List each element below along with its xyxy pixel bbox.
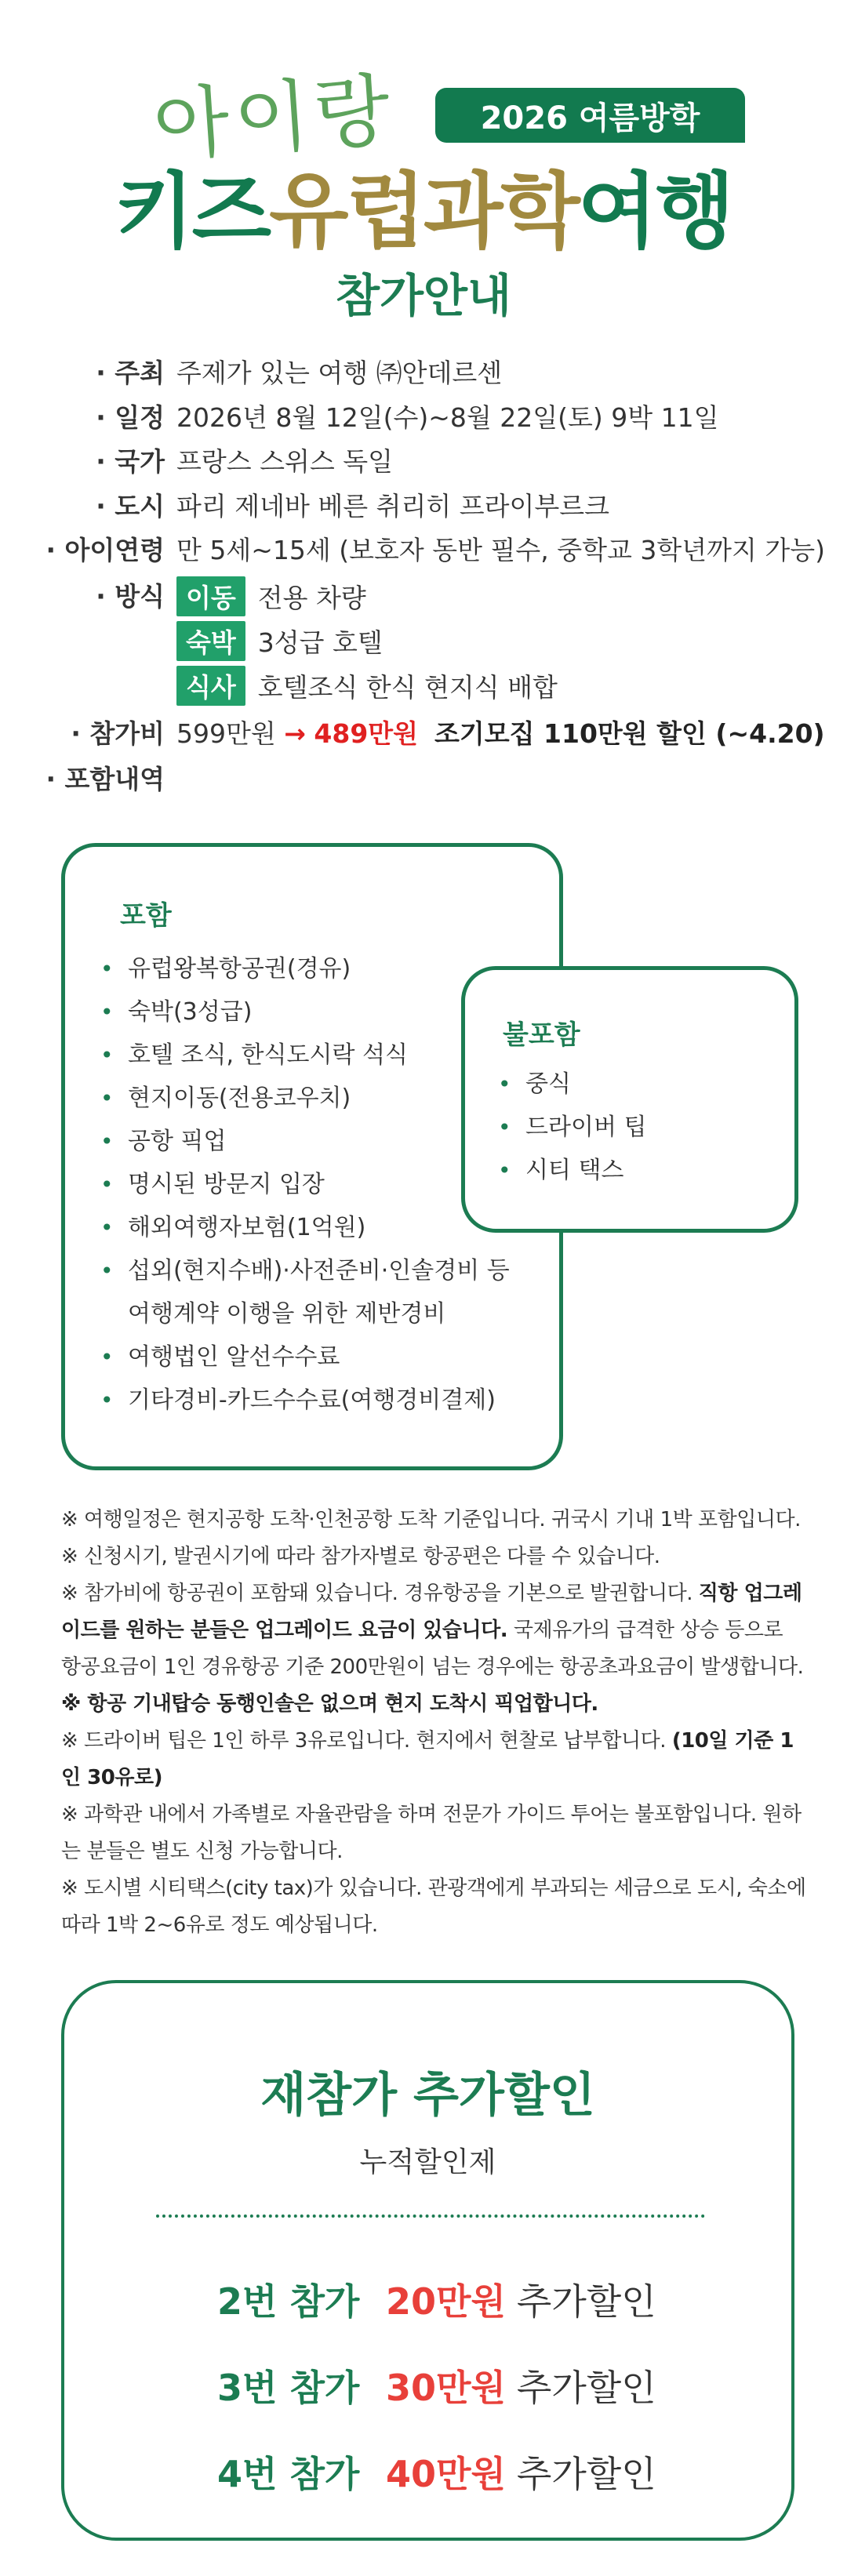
info-row-fee xyxy=(0,714,847,761)
method-lodging xyxy=(176,621,383,661)
info-label: · 참가비 xyxy=(71,718,165,749)
season-badge: 2026 여름방학 xyxy=(435,88,745,143)
info-row-method-meal xyxy=(0,666,847,713)
info-label: · 아이연령 xyxy=(45,535,165,565)
bullet-icon: • xyxy=(100,1085,114,1111)
discount-title: 재참가 추가할인 xyxy=(260,2068,595,2123)
included-title: 포함 xyxy=(120,900,172,932)
info-row-schedule xyxy=(0,398,847,445)
info-label: · 도시 xyxy=(96,491,165,521)
discount-amount: 30만원 xyxy=(386,2367,506,2409)
bullet-icon: • xyxy=(498,1071,511,1097)
discount-row xyxy=(217,2273,656,2325)
note-item: ※ 항공 기내탑승 동행인솔은 없으며 현지 도착시 픽업합니다. xyxy=(61,1692,598,1716)
bullet-icon: • xyxy=(100,1215,114,1241)
discount-amount: 40만원 xyxy=(386,2453,506,2495)
note-item: ※ 여행일정은 현지공항 도착·인천공항 도착 기준입니다. 귀국시 기내 1박 포함입니다. xyxy=(61,1508,801,1531)
list-item-continuation: 여행계약 이행을 위한 제반경비 xyxy=(128,1300,446,1328)
list-item: • 중식 xyxy=(498,1063,646,1106)
method-text: 호텔조식 한식 현지식 배합 xyxy=(257,672,558,703)
info-value: 프랑스 스위스 독일 xyxy=(176,446,394,477)
bullet-icon: • xyxy=(498,1157,511,1183)
note-item: ※ 도시별 시티택스(city tax)가 있습니다. 관광객에게 부과되는 세금으로 도시, 숙소에 따라 1박 2~6유로 정도 예상됩니다. xyxy=(61,1877,806,1937)
list-item: • 기타경비-카드수수료(여행경비결제) xyxy=(100,1379,510,1422)
discount-count: 2번 참가 xyxy=(217,2280,360,2323)
list-item: • 숙박(3성급) xyxy=(100,990,510,1034)
discount-row xyxy=(217,2360,656,2411)
info-value: 주제가 있는 여행 ㈜안데르센 xyxy=(176,358,503,388)
bullet-icon: • xyxy=(100,1258,114,1284)
info-label: · 포함내역 xyxy=(45,764,165,794)
discount-amount: 20만원 xyxy=(386,2280,506,2323)
discount-count: 3번 참가 xyxy=(217,2367,360,2409)
bullet-icon: • xyxy=(100,1128,114,1154)
list-item: • 명시된 방문지 입장 xyxy=(100,1163,510,1206)
title-part-trip: 여행 xyxy=(577,164,732,260)
info-value: 2026년 8월 12일(수)~8월 22일(토) 9박 11일 xyxy=(176,402,719,433)
info-row-method-lodging xyxy=(0,621,847,668)
page-subtitle: 참가안내 xyxy=(335,269,512,322)
excluded-box xyxy=(461,966,798,1233)
method-transport xyxy=(176,576,366,616)
fee-value xyxy=(176,714,825,750)
info-label: · 국가 xyxy=(96,446,165,477)
note-item: ※ 과학관 내에서 가족별로 자율관람을 하며 전문가 가이드 투어는 불포함입니다. 원하는 분들은 별도 신청 가능합니다. xyxy=(61,1803,802,1863)
main-title xyxy=(0,161,847,263)
arrow-icon: → xyxy=(284,718,306,749)
info-row-country xyxy=(0,441,847,489)
script-logo-title: 아이랑 xyxy=(150,64,398,173)
info-value: 만 5세~15세 (보호자 동반 필수, 중학교 3학년까지 가능) xyxy=(176,535,825,565)
notes-section xyxy=(61,1502,806,1944)
bullet-icon: • xyxy=(100,1042,114,1068)
list-item: • 공항 픽업 xyxy=(100,1120,510,1163)
list-item: • 시티 택스 xyxy=(498,1149,646,1192)
bullet-icon: • xyxy=(100,999,114,1025)
info-label: · 방식 xyxy=(96,581,165,612)
title-part-europe-science: 유럽과학 xyxy=(269,164,578,260)
info-value: 파리 제네바 베른 취리히 프라이부르크 xyxy=(176,491,610,521)
method-tag: 숙박 xyxy=(176,621,245,661)
bullet-icon: • xyxy=(100,956,114,982)
method-meal xyxy=(176,666,558,706)
list-item: • 유럽왕복항공권(경유) xyxy=(100,947,510,990)
bullet-icon: • xyxy=(100,1387,114,1413)
info-label: · 주최 xyxy=(96,358,165,388)
info-row-host xyxy=(0,353,847,400)
fee-original: 599만원 xyxy=(176,718,276,749)
info-row-method xyxy=(0,576,847,623)
excluded-list xyxy=(498,1063,646,1192)
discount-count: 4번 참가 xyxy=(217,2453,360,2495)
info-row-city xyxy=(0,486,847,533)
method-text: 3성급 호텔 xyxy=(257,627,383,658)
bullet-icon: • xyxy=(498,1114,511,1140)
included-list xyxy=(100,947,510,1422)
excluded-title: 불포함 xyxy=(503,1019,580,1051)
list-item: • 드라이버 팁 xyxy=(498,1106,646,1149)
method-tag: 식사 xyxy=(176,666,245,706)
note-item: ※ 드라이버 팁은 1인 하루 3유로입니다. 현지에서 현찰로 납부합니다. (10일 기준 1인 30유로) xyxy=(61,1729,794,1789)
fee-sale: 489만원 xyxy=(314,718,419,749)
dotted-divider xyxy=(156,2214,705,2218)
list-item: • 현지이동(전용코우치) xyxy=(100,1077,510,1120)
info-label: · 일정 xyxy=(96,402,165,433)
list-item: • 섭외(현지수배)·사전준비·인솔경비 등 xyxy=(100,1249,510,1292)
discount-tail: 추가할인 xyxy=(516,2367,656,2409)
method-tag: 이동 xyxy=(176,576,245,616)
note-item: ※ 참가비에 항공권이 포함돼 있습니다. 경유항공을 기본으로 발권합니다. 직항 업그레이드를 원하는 분들은 업그레이드 요금이 있습니다. 국제유가의 급격한 상승 등으로 항공요금이 1인 경유항공 기준 200만원이 넘는 경우에는 항공초과요금이 발생합니다. xyxy=(61,1582,804,1679)
discount-box xyxy=(61,1980,794,2541)
note-item: ※ 신청시기, 발권시기에 따라 참가자별로 항공편은 다를 수 있습니다. xyxy=(61,1545,660,1568)
list-item: • 여행법인 알선수수료 xyxy=(100,1335,510,1379)
discount-subtitle: 누적할인제 xyxy=(359,2146,496,2178)
bullet-icon: • xyxy=(100,1172,114,1197)
discount-row xyxy=(217,2446,656,2498)
bullet-icon: • xyxy=(100,1344,114,1370)
title-part-kids: 키즈 xyxy=(115,164,270,260)
info-row-age xyxy=(0,530,847,577)
list-item: • 호텔 조식, 한식도시락 석식 xyxy=(100,1034,510,1077)
list-item: • 해외여행자보험(1억원) xyxy=(100,1206,510,1249)
discount-tail: 추가할인 xyxy=(516,2280,656,2323)
method-text: 전용 차량 xyxy=(257,583,366,613)
discount-tail: 추가할인 xyxy=(516,2453,656,2495)
fee-early-bird-note: 조기모집 110만원 할인 (~4.20) xyxy=(434,718,825,749)
info-row-included xyxy=(0,759,847,806)
